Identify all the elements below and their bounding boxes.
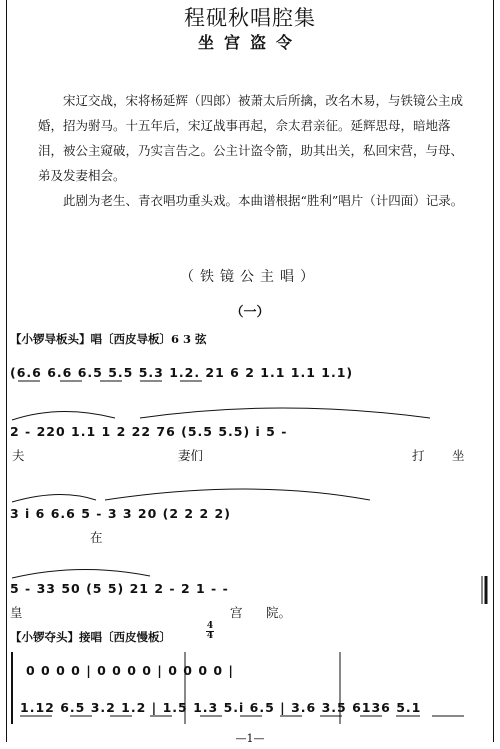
intro-paragraph-2: 此剧为老生、青衣唱功重头戏。本曲谱根据“胜利”唱片（计四面）记录。 bbox=[63, 193, 464, 208]
slur-arc bbox=[105, 489, 370, 500]
lyric-zuo: 坐 bbox=[452, 448, 465, 463]
slur-arc bbox=[12, 411, 115, 420]
banqiang-label-1: 【小锣导板头】唱〔西皮导板〕6 3 弦 bbox=[10, 332, 207, 346]
lyric-yuan: 院。 bbox=[266, 605, 292, 620]
time-sig-bottom: 4 bbox=[206, 631, 214, 641]
slur-arc bbox=[12, 494, 96, 502]
time-sig-top: 4 bbox=[206, 621, 214, 631]
notation-line-3: 3 i 6 6.6 5 - 3 3 20 (2 2 2 2) bbox=[10, 506, 231, 521]
lyric-gong: 宫 bbox=[230, 605, 243, 620]
slur-arc bbox=[140, 408, 430, 418]
notation-line-4: 5 - 33 50 (5 5) 21 2 - 2 1 - - bbox=[10, 581, 229, 596]
banqiang-label-2: 【小锣夺头】接唱〔西皮慢板〕 bbox=[10, 630, 171, 644]
notation-line-1: (6.6 6.6 6.5 5.5 5.3 1.2. 21 6 2 1.1 1.1 1.1) bbox=[10, 365, 354, 380]
intro-paragraph-1: 宋辽交战，宋将杨延辉（四郎）被萧太后所擒，改名木易，与铁镜公主成婚，招为驸马。十五年后，宋辽战事再起，佘太君亲征。延辉思母，暗地落泪，被公主窥破，乃实言告之。公主计盗令箭，助其出关，私回宋营，与母、弟及发妻相会。 bbox=[38, 93, 464, 183]
lyric-qimen: 妻们 bbox=[178, 448, 204, 463]
lyric-fu: 夫 bbox=[12, 448, 25, 463]
page-number: —1— bbox=[235, 732, 265, 745]
notation-line-6: 1.12 6.5 3.2 1.2 | 1.5 1.3 5.i 6.5 | 3.6 3.5 6136 5.1 bbox=[20, 700, 422, 715]
lyric-da: 打 bbox=[412, 448, 425, 463]
lyric-huang: 皇 bbox=[10, 605, 23, 620]
section-number: （一） bbox=[230, 305, 270, 320]
notation-line-5: 0 0 0 0 | 0 0 0 0 | 0 0 0 0 | bbox=[26, 663, 234, 678]
singer-label: （铁镜公主唱） bbox=[180, 269, 320, 285]
notation-line-2: 2 - 220 1.1 1 2 22 76 (5.5 5.5) i 5 - bbox=[10, 424, 288, 439]
book-title: 程砚秋唱腔集 bbox=[184, 6, 316, 30]
lyric-zai: 在 bbox=[90, 530, 103, 545]
slur-arc bbox=[12, 569, 150, 578]
piece-title: 坐宫盗令 bbox=[197, 33, 302, 52]
